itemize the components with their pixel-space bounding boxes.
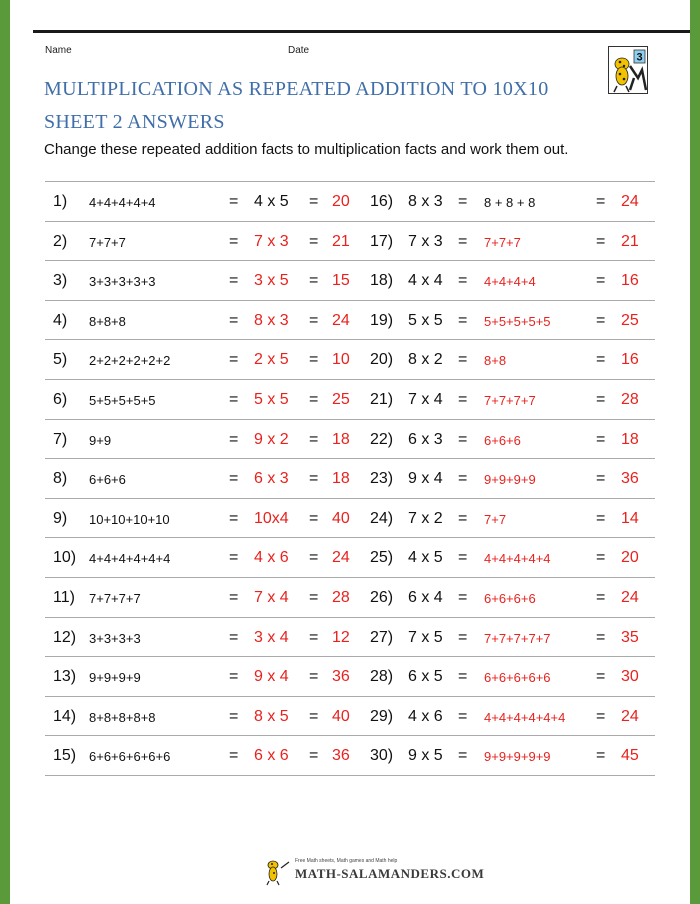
answer-expression: 9 x 4 <box>254 668 289 686</box>
answer-result: 36 <box>332 747 350 765</box>
equals-sign: = <box>596 311 606 329</box>
worksheet-page <box>10 0 690 904</box>
equals-sign: = <box>458 668 468 686</box>
equals-sign: = <box>229 351 239 369</box>
problem-number: 30) <box>370 747 394 765</box>
problem-expression: 9 x 4 <box>408 470 443 488</box>
answer-result: 12 <box>332 628 350 646</box>
equals-sign: = <box>229 193 239 210</box>
problem-row <box>45 617 655 657</box>
problem-expression: 8+8+8+8+8 <box>89 709 156 725</box>
equals-sign: = <box>309 747 319 765</box>
footer-tagline: Free Math sheets, Math games and Math help <box>295 858 398 864</box>
problem-number: 1) <box>53 193 68 210</box>
equals-sign: = <box>596 509 606 527</box>
answer-expression: 7+7+7+7+7 <box>484 630 551 646</box>
answer-result: 21 <box>332 232 350 250</box>
problem-expression: 5+5+5+5+5 <box>89 392 156 408</box>
equals-sign: = <box>229 707 239 725</box>
problem-number: 28) <box>370 668 394 686</box>
problem-expression: 5 x 5 <box>408 311 443 329</box>
problem-number: 2) <box>53 232 68 250</box>
problem-number: 10) <box>53 549 77 567</box>
answer-expression: 7+7 <box>484 511 507 527</box>
equals-sign: = <box>309 272 319 290</box>
answer-result: 16 <box>621 272 639 290</box>
problem-number: 20) <box>370 351 394 369</box>
answer-result: 14 <box>621 509 639 527</box>
equals-sign: = <box>596 390 606 408</box>
answer-expression: 8 + 8 + 8 <box>484 195 536 210</box>
problem-expression: 6+6+6+6+6+6 <box>89 749 171 765</box>
answer-result: 28 <box>332 588 350 606</box>
equals-sign: = <box>596 232 606 250</box>
answer-result: 24 <box>621 193 639 210</box>
equals-sign: = <box>596 549 606 567</box>
equals-sign: = <box>596 430 606 448</box>
answer-expression: 6 x 3 <box>254 470 289 488</box>
equals-sign: = <box>458 311 468 329</box>
instructions: Change these repeated addition facts to multiplication facts and work them out. <box>44 141 569 158</box>
equals-sign: = <box>458 549 468 567</box>
answer-result: 36 <box>621 470 639 488</box>
answer-expression: 7 x 3 <box>254 232 289 250</box>
equals-sign: = <box>596 707 606 725</box>
problem-row <box>45 300 655 340</box>
problem-expression: 8+8+8 <box>89 313 126 329</box>
answer-result: 24 <box>332 311 350 329</box>
footer-site-link[interactable]: MATH-SALAMANDERS.COM <box>295 866 485 881</box>
answer-expression: 9 x 2 <box>254 430 289 448</box>
problem-number: 13) <box>53 668 77 686</box>
answer-result: 15 <box>332 272 350 290</box>
answer-result: 35 <box>621 628 639 646</box>
problem-number: 12) <box>53 628 77 646</box>
problem-row <box>45 379 655 419</box>
problem-number: 11) <box>53 588 75 606</box>
equals-sign: = <box>596 628 606 646</box>
equals-sign: = <box>229 311 239 329</box>
equals-sign: = <box>596 668 606 686</box>
problem-number: 24) <box>370 509 394 527</box>
equals-sign: = <box>596 470 606 488</box>
equals-sign: = <box>458 509 468 527</box>
answer-expression: 6+6+6+6 <box>484 590 536 606</box>
problem-expression: 4+4+4+4+4+4 <box>89 551 171 567</box>
problems-grid <box>45 181 655 776</box>
equals-sign: = <box>309 351 319 369</box>
equals-sign: = <box>458 707 468 725</box>
answer-result: 18 <box>332 430 350 448</box>
problem-expression: 9+9 <box>89 432 112 448</box>
equals-sign: = <box>309 549 319 567</box>
problem-row <box>45 577 655 617</box>
answer-result: 36 <box>332 668 350 686</box>
equals-sign: = <box>229 549 239 567</box>
answer-expression: 8+8 <box>484 353 507 369</box>
answer-result: 21 <box>621 232 639 250</box>
equals-sign: = <box>309 628 319 646</box>
problem-row <box>45 537 655 577</box>
equals-sign: = <box>458 232 468 250</box>
problem-expression: 7 x 5 <box>408 628 443 646</box>
problem-number: 22) <box>370 430 394 448</box>
answer-expression: 7 x 4 <box>254 588 289 606</box>
problem-number: 7) <box>53 430 68 448</box>
equals-sign: = <box>229 668 239 686</box>
answer-result: 25 <box>332 390 350 408</box>
equals-sign: = <box>458 272 468 290</box>
problem-expression: 4+4+4+4+4 <box>89 195 156 210</box>
equals-sign: = <box>458 747 468 765</box>
answer-result: 10 <box>332 351 350 369</box>
equals-sign: = <box>596 747 606 765</box>
equals-sign: = <box>309 193 319 210</box>
problem-number: 4) <box>53 311 68 329</box>
answer-expression: 4+4+4+4 <box>484 274 536 290</box>
problem-expression: 10+10+10+10 <box>89 511 170 527</box>
page-subtitle: SHEET 2 ANSWERS <box>44 111 225 133</box>
problem-row <box>45 339 655 379</box>
answer-expression: 3 x 5 <box>254 272 289 290</box>
problem-number: 19) <box>370 311 394 329</box>
answer-expression: 3 x 4 <box>254 628 289 646</box>
salamander-logo <box>608 46 648 94</box>
problem-expression: 9 x 5 <box>408 747 443 765</box>
equals-sign: = <box>229 232 239 250</box>
equals-sign: = <box>458 193 468 210</box>
answer-result: 20 <box>332 193 350 210</box>
answer-expression: 10x4 <box>254 509 289 527</box>
page-title: MULTIPLICATION AS REPEATED ADDITION TO 10X10 <box>44 78 549 100</box>
equals-sign: = <box>229 747 239 765</box>
equals-sign: = <box>229 588 239 606</box>
problem-expression: 2+2+2+2+2+2 <box>89 353 171 369</box>
top-rule <box>33 30 690 33</box>
equals-sign: = <box>229 509 239 527</box>
equals-sign: = <box>309 311 319 329</box>
problem-expression: 3+3+3+3 <box>89 630 141 646</box>
answer-expression: 7+7+7+7 <box>484 392 536 408</box>
equals-sign: = <box>596 272 606 290</box>
answer-result: 25 <box>621 311 639 329</box>
answer-expression: 6+6+6 <box>484 432 521 448</box>
problem-row <box>45 696 655 736</box>
problem-number: 15) <box>53 747 77 765</box>
equals-sign: = <box>596 588 606 606</box>
equals-sign: = <box>309 232 319 250</box>
problem-expression: 8 x 2 <box>408 351 443 369</box>
problem-number: 5) <box>53 351 68 369</box>
problem-expression: 6 x 3 <box>408 430 443 448</box>
answer-expression: 6 x 6 <box>254 747 289 765</box>
equals-sign: = <box>458 588 468 606</box>
equals-sign: = <box>596 351 606 369</box>
answer-expression: 8 x 5 <box>254 707 289 725</box>
answer-result: 30 <box>621 668 639 686</box>
problem-expression: 8 x 3 <box>408 193 443 210</box>
problem-row <box>45 498 655 538</box>
answer-result: 24 <box>332 549 350 567</box>
equals-sign: = <box>309 588 319 606</box>
logo-grade-number: 3 <box>636 51 643 64</box>
problem-expression: 4 x 6 <box>408 707 443 725</box>
answer-expression: 8 x 3 <box>254 311 289 329</box>
equals-sign: = <box>458 390 468 408</box>
answer-expression: 4 x 5 <box>254 193 289 210</box>
answer-expression: 6+6+6+6+6 <box>484 670 551 686</box>
problem-row <box>45 735 655 776</box>
problem-row <box>45 458 655 498</box>
equals-sign: = <box>309 707 319 725</box>
problem-number: 16) <box>370 193 394 210</box>
answer-expression: 9+9+9+9+9 <box>484 749 551 765</box>
answer-result: 24 <box>621 707 639 725</box>
equals-sign: = <box>309 509 319 527</box>
equals-sign: = <box>309 430 319 448</box>
answer-expression: 7+7+7 <box>484 234 521 250</box>
answer-expression: 4+4+4+4+4 <box>484 551 551 567</box>
answer-result: 28 <box>621 390 639 408</box>
problem-number: 21) <box>370 390 394 408</box>
equals-sign: = <box>229 272 239 290</box>
problem-row <box>45 181 655 221</box>
problem-number: 26) <box>370 588 394 606</box>
problem-number: 3) <box>53 272 68 290</box>
answer-expression: 2 x 5 <box>254 351 289 369</box>
problem-number: 9) <box>53 509 68 527</box>
problem-expression: 7 x 3 <box>408 232 443 250</box>
problem-number: 23) <box>370 470 394 488</box>
answer-expression: 5+5+5+5+5 <box>484 313 551 329</box>
problem-expression: 7 x 4 <box>408 390 443 408</box>
equals-sign: = <box>458 628 468 646</box>
answer-result: 20 <box>621 549 639 567</box>
problem-expression: 7+7+7+7 <box>89 590 141 606</box>
problem-row <box>45 419 655 459</box>
problem-number: 17) <box>370 232 394 250</box>
problem-row <box>45 221 655 261</box>
answer-expression: 4 x 6 <box>254 549 289 567</box>
equals-sign: = <box>229 430 239 448</box>
problem-number: 6) <box>53 390 68 408</box>
problem-expression: 6+6+6 <box>89 472 126 488</box>
problem-number: 8) <box>53 470 68 488</box>
problem-expression: 7 x 2 <box>408 509 443 527</box>
answer-result: 24 <box>621 588 639 606</box>
problem-number: 14) <box>53 707 77 725</box>
equals-sign: = <box>309 390 319 408</box>
problem-expression: 3+3+3+3+3 <box>89 274 156 290</box>
answer-result: 18 <box>621 430 639 448</box>
equals-sign: = <box>458 470 468 488</box>
equals-sign: = <box>458 430 468 448</box>
problem-expression: 7+7+7 <box>89 234 126 250</box>
problem-row <box>45 656 655 696</box>
equals-sign: = <box>229 390 239 408</box>
name-label: Name <box>45 45 72 56</box>
answer-result: 18 <box>332 470 350 488</box>
equals-sign: = <box>309 668 319 686</box>
answer-result: 40 <box>332 707 350 725</box>
problem-expression: 6 x 4 <box>408 588 443 606</box>
problem-expression: 6 x 5 <box>408 668 443 686</box>
answer-expression: 9+9+9+9 <box>484 472 536 488</box>
problem-number: 25) <box>370 549 394 567</box>
answer-expression: 5 x 5 <box>254 390 289 408</box>
equals-sign: = <box>596 193 606 210</box>
problem-number: 18) <box>370 272 394 290</box>
problem-expression: 9+9+9+9 <box>89 670 141 686</box>
equals-sign: = <box>229 628 239 646</box>
answer-result: 40 <box>332 509 350 527</box>
equals-sign: = <box>229 470 239 488</box>
equals-sign: = <box>309 470 319 488</box>
answer-result: 45 <box>621 747 639 765</box>
problem-row <box>45 260 655 300</box>
problem-expression: 4 x 5 <box>408 549 443 567</box>
date-label: Date <box>288 45 310 56</box>
problem-number: 27) <box>370 628 394 646</box>
problem-number: 29) <box>370 707 394 725</box>
answer-expression: 4+4+4+4+4+4 <box>484 709 566 725</box>
answer-result: 16 <box>621 351 639 369</box>
equals-sign: = <box>458 351 468 369</box>
problem-expression: 4 x 4 <box>408 272 443 290</box>
